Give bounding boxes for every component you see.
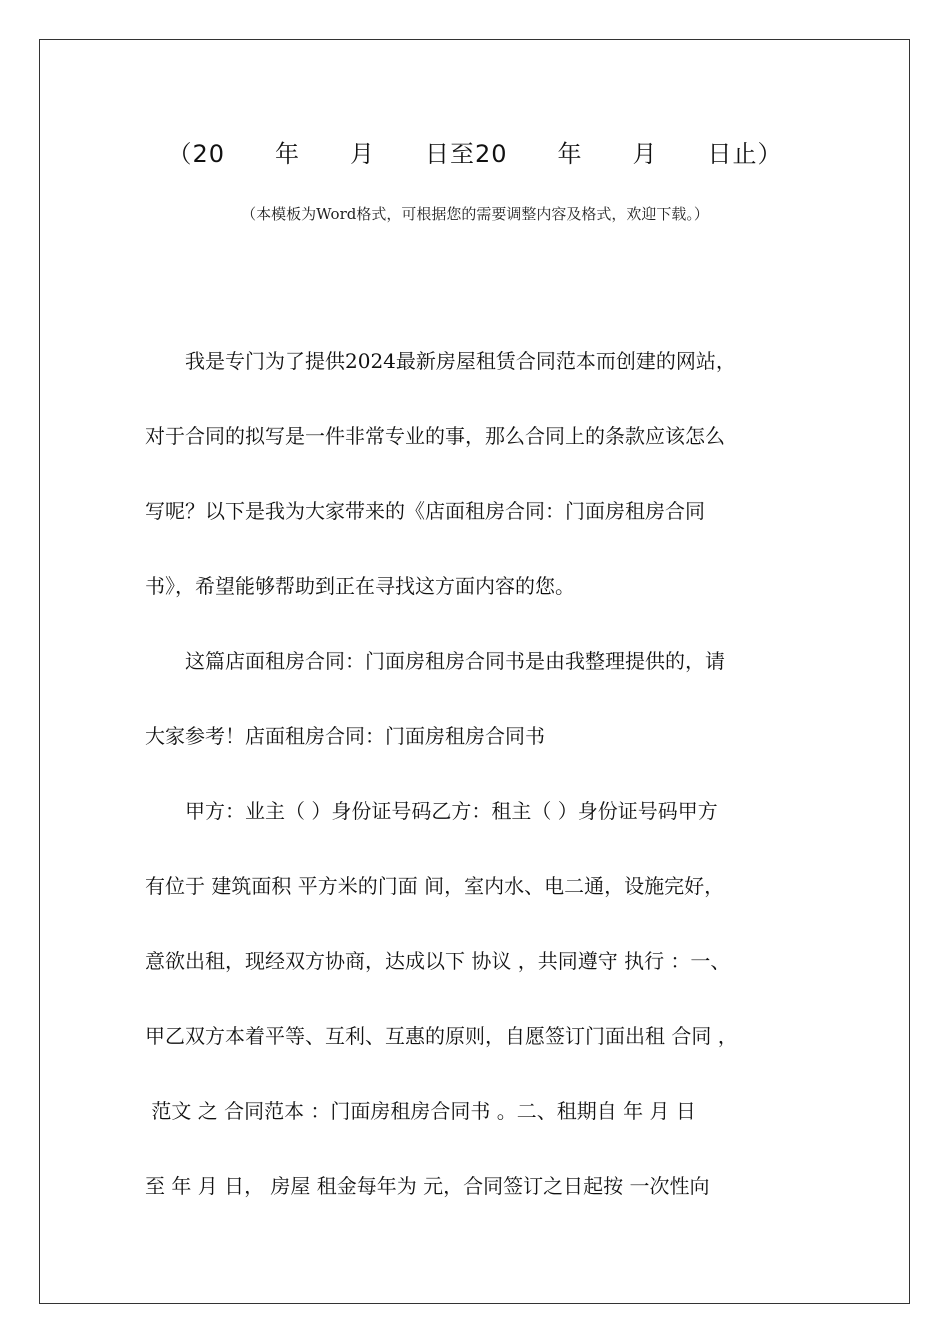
template-note: （本模板为Word格式，可根据您的需要调整内容及格式，欢迎下载。） <box>241 205 709 223</box>
body-line: 写呢？以下是我为大家带来的《店面租房合同：门面房租房合同 <box>145 499 705 523</box>
body-line: 意欲出租，现经双方协商，达成以下 协议 ，共同遵守 执行 ：一、 <box>145 949 731 973</box>
body-line: 书》，希望能够帮助到正在寻找这方面内容的您。 <box>145 574 575 598</box>
body-line: 我是专门为了提供2024最新房屋租赁合同范本而创建的网站， <box>145 349 736 373</box>
body-line: 有位于 建筑面积 平方米的门面 间，室内水、电二通，设施完好， <box>145 874 725 898</box>
date-range-heading: （20 年 月 日至20 年 月 日止） <box>167 140 783 168</box>
body-line: 甲方：业主（ ）身份证号码乙方：租主（ ）身份证号码甲方 <box>145 799 718 823</box>
body-line: 甲乙双方本着平等、互利、互惠的原则，自愿签订门面出租 合同 ， <box>145 1024 738 1048</box>
body-line: 范文 之 合同范本 ：门面房租房合同书 。二、租期自 年 月 日 <box>145 1099 696 1123</box>
body-line: 大家参考！店面租房合同：门面房租房合同书 <box>145 724 545 748</box>
body-line: 对于合同的拟写是一件非常专业的事，那么合同上的条款应该怎么 <box>145 424 725 448</box>
body-line: 这篇店面租房合同：门面房租房合同书是由我整理提供的，请 <box>145 649 725 673</box>
body-line: 至 年 月 日， 房屋 租金每年为 元，合同签订之日起按 一次性向 <box>145 1174 710 1198</box>
